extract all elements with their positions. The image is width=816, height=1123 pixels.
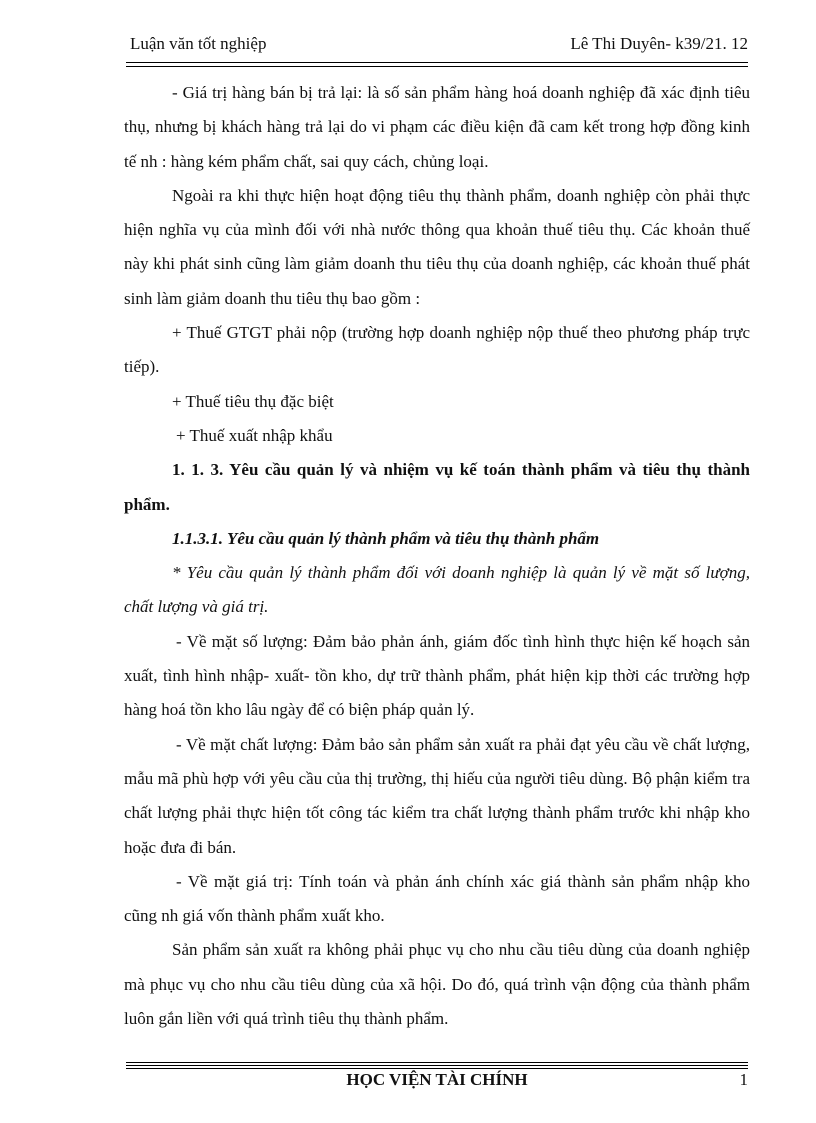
paragraph-quantity: - Về mặt số lượng: Đảm bảo phản ánh, giám đốc tình hình thực hiện kế hoạch sản xuất, tình hình nhập- xuất- tồn kho, dự trữ thành phẩm, phát hiện kịp thời các trường hợp hàng hoá tồn kho lâu ngày để có biện pháp quản lý. [124,631,751,720]
list-item-import-export-tax: + Thuế xuất nhập khẩu [176,425,333,445]
paragraph-quality: - Về mặt chất lượng: Đảm bảo sản phẩm sản xuất ra phải đạt yêu cầu về chất lượng, mẫu mã phù hợp với yêu cầu của thị trường, thị hiếu của người tiêu dùng. Bộ phận kiểm tra chất lượng phải thực hiện tốt công tác kiểm tra chất lượng thành phẩm trước khi nhập kho hoặc đưa đi bán. [124,734,751,857]
list-item-special-tax: + Thuế tiêu thụ đặc biệt [172,391,334,411]
paragraph-conclusion: Sản phẩm sản xuất ra không phải phục vụ cho nhu cầu tiêu dùng của doanh nghiệp mà phục vụ cho nhu cầu tiêu dùng của xã hội. Do đó, quá trình vận động của thành phẩm luôn gắn liền với quá trình tiêu thụ thành phẩm. [124,940,751,1029]
section-heading: 1. 1. 3. Yêu cầu quản lý và nhiệm vụ kế toán thành phẩm và tiêu thụ thành phẩm. [124,460,751,514]
header-author: Lê Thi Duyên- k39/21. 12 [570,34,748,53]
paragraph-management-requirement: * Yêu cầu quản lý thành phẩm đối với doanh nghiệp là quản lý về mặt số lượng, chất lượng và giá trị. [124,563,750,617]
document-body [124,76,750,1036]
paragraph-value: - Về mặt giá trị: Tính toán và phản ánh chính xác giá thành sản phẩm nhập kho cũng nh giá vốn thành phẩm xuất kho. [124,871,751,926]
page-header [126,30,748,62]
page-footer [126,1070,748,1094]
page-number: 1 [739,1070,748,1089]
header-rule [126,62,748,67]
list-item-vat: + Thuế GTGT phải nộp (trường hợp doanh nghiệp nộp thuế theo phương pháp trực tiếp). [124,323,750,377]
paragraph-taxes-intro: Ngoài ra khi thực hiện hoạt động tiêu thụ thành phẩm, doanh nghiệp còn phải thực hiện nghĩa vụ của mình đối với nhà nước thông qua khoản thuế tiêu thụ. Các khoản thuế này khi phát sinh cũng làm giảm doanh thu tiêu thụ của doanh nghiệp, các khoản thuế phát sinh làm giảm doanh thu tiêu thụ bao gồm : [124,185,750,308]
footer-institution: HỌC VIỆN TÀI CHÍNH [346,1070,528,1089]
subsection-heading: 1.1.3.1. Yêu cầu quản lý thành phẩm và tiêu thụ thành phẩm [172,528,600,548]
header-title: Luận văn tốt nghiệp [130,34,267,53]
paragraph-returned-goods: - Giá trị hàng bán bị trả lại: là số sản phẩm hàng hoá doanh nghiệp đã xác định tiêu thụ, nhưng bị khách hàng trả lại do vi phạm các điều kiện đã cam kết trong hợp đồng kinh tế nh : hàng kém phẩm chất, sai quy cách, chủng loại. [124,83,751,171]
